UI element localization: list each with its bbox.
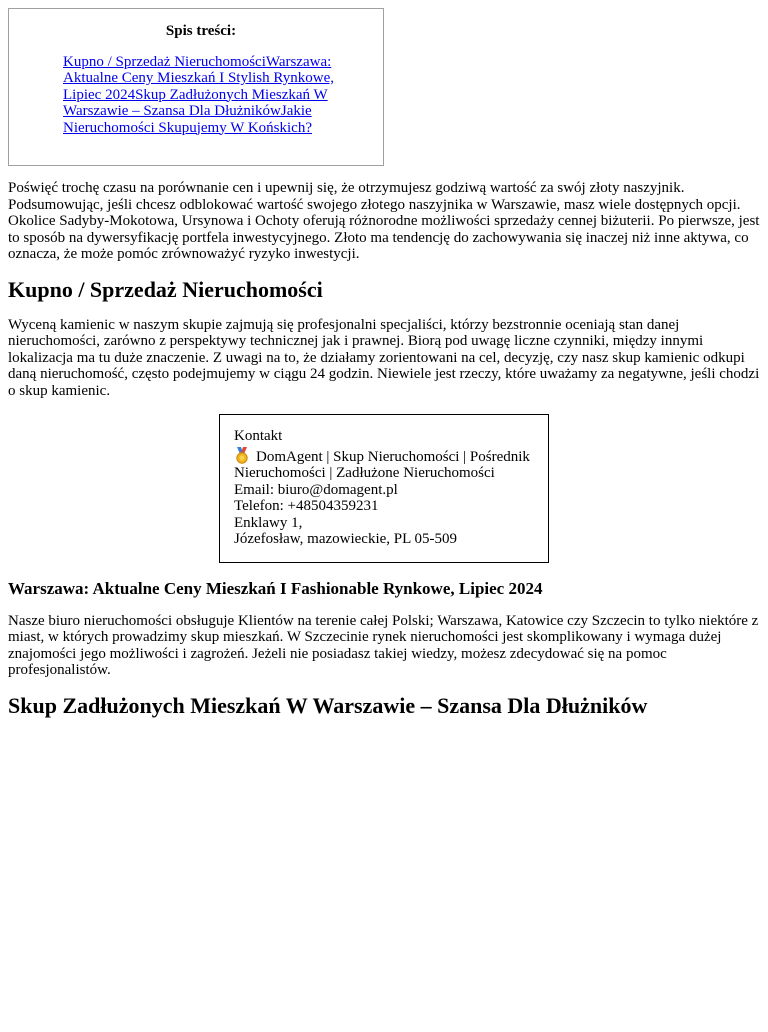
contact-email: Email: biuro@domagent.pl — [234, 481, 398, 498]
toc-link[interactable]: Kupno / Sprzedaż NieruchomościWarszawa: Aktualne Ceny Mieszkań I Stylish Rynkowe, Lipiec 2024Skup Zadłużonych Mieszkań W Warszawie – Szansa Dla DłużnikówJakie Nieruchomości Skupujemy W Końskich? — [63, 53, 335, 136]
article — [0, 8, 768, 719]
section-heading-warszawa: Warszawa: Aktualne Ceny Mieszkań I Fashionable Rynkowe, Lipiec 2024 — [8, 578, 543, 598]
contact-street: Enklawy 1, — [234, 514, 303, 531]
section-paragraph-kupno: Wyceną kamienic w naszym skupie zajmują się profesjonalni specjaliści, którzy bezstronnie oceniają stan danej nieruchomości, zarówno z perspektywy technicznej jak i prawnej. Biorą pod uwagę liczne czynniki, między innymi lokalizacja ma tu duże znaczenie. Z uwagi na to, że działamy zorientowani na cel, decyzję, czy nasz skup kamienic odkupi daną nieruchomość, często podejmujemy w ciągu 24 godzin. Niewiele jest rzeczy, które uważamy za negatywne, jeśli chodzi o skup kamienic. — [8, 316, 760, 399]
contact-city: Józefosław, mazowieckie, PL 05-509 — [234, 531, 457, 547]
toc-links — [25, 54, 373, 137]
contact-company-row — [234, 447, 534, 482]
toc-title: Spis treści: — [165, 23, 237, 39]
table-of-contents — [8, 8, 384, 166]
section-heading-skup: Skup Zadłużonych Mieszkań W Warszawie – Szansa Dla Dłużników — [8, 692, 648, 718]
intro-paragraph: Poświęć trochę czasu na porównanie cen i upewnij się, że otrzymujesz godziwą wartość za swój złoty naszyjnik. Podsumowując, jeśli chcesz odblokować wartość swojego złotego naszyjnika w Warszawie, masz wiele dostępnych opcji. Okolice Sadyby-Mokotowa, Ursynowa i Ochoty oferują różnorodne możliwości sprzedaży cennej biżuterii. Po pierwsze, jest to sposób na dywersyfikację portfela inwestycyjnego. Złoto ma tendencję do zachowywania się inaczej niż inne aktywa, co oznacza, że może pomóc zrównoważyć ryzyko inwestycji. — [8, 180, 760, 262]
contact-box — [219, 414, 549, 563]
contact-phone: Telefon: +48504359231 — [234, 498, 379, 514]
section-heading-kupno: Kupno / Sprzedaż Nieruchomości — [8, 276, 323, 302]
section-paragraph-warszawa: Nasze biuro nieruchomości obsługuje Klientów na terenie całej Polski; Warszawa, Katowice czy Szczecin to tylko niektóre z miast, w których prowadzimy skup mieszkań. W Szczecinie rynek nieruchomości jest skomplikowany i wymaga dużej znajomości jego możliwości i zagrożeń. Jeżeli nie posiadasz takiej wiedzy, możesz zdecydować się na pomoc profesjonalistów. — [8, 612, 759, 678]
contact-company: DomAgent | Skup Nieruchomości | Pośrednik Nieruchomości | Zadłużone Nieruchomości — [234, 448, 530, 481]
contact-title: Kontakt — [234, 428, 283, 444]
medal-icon — [234, 447, 250, 464]
contact-wrapper — [8, 414, 760, 563]
